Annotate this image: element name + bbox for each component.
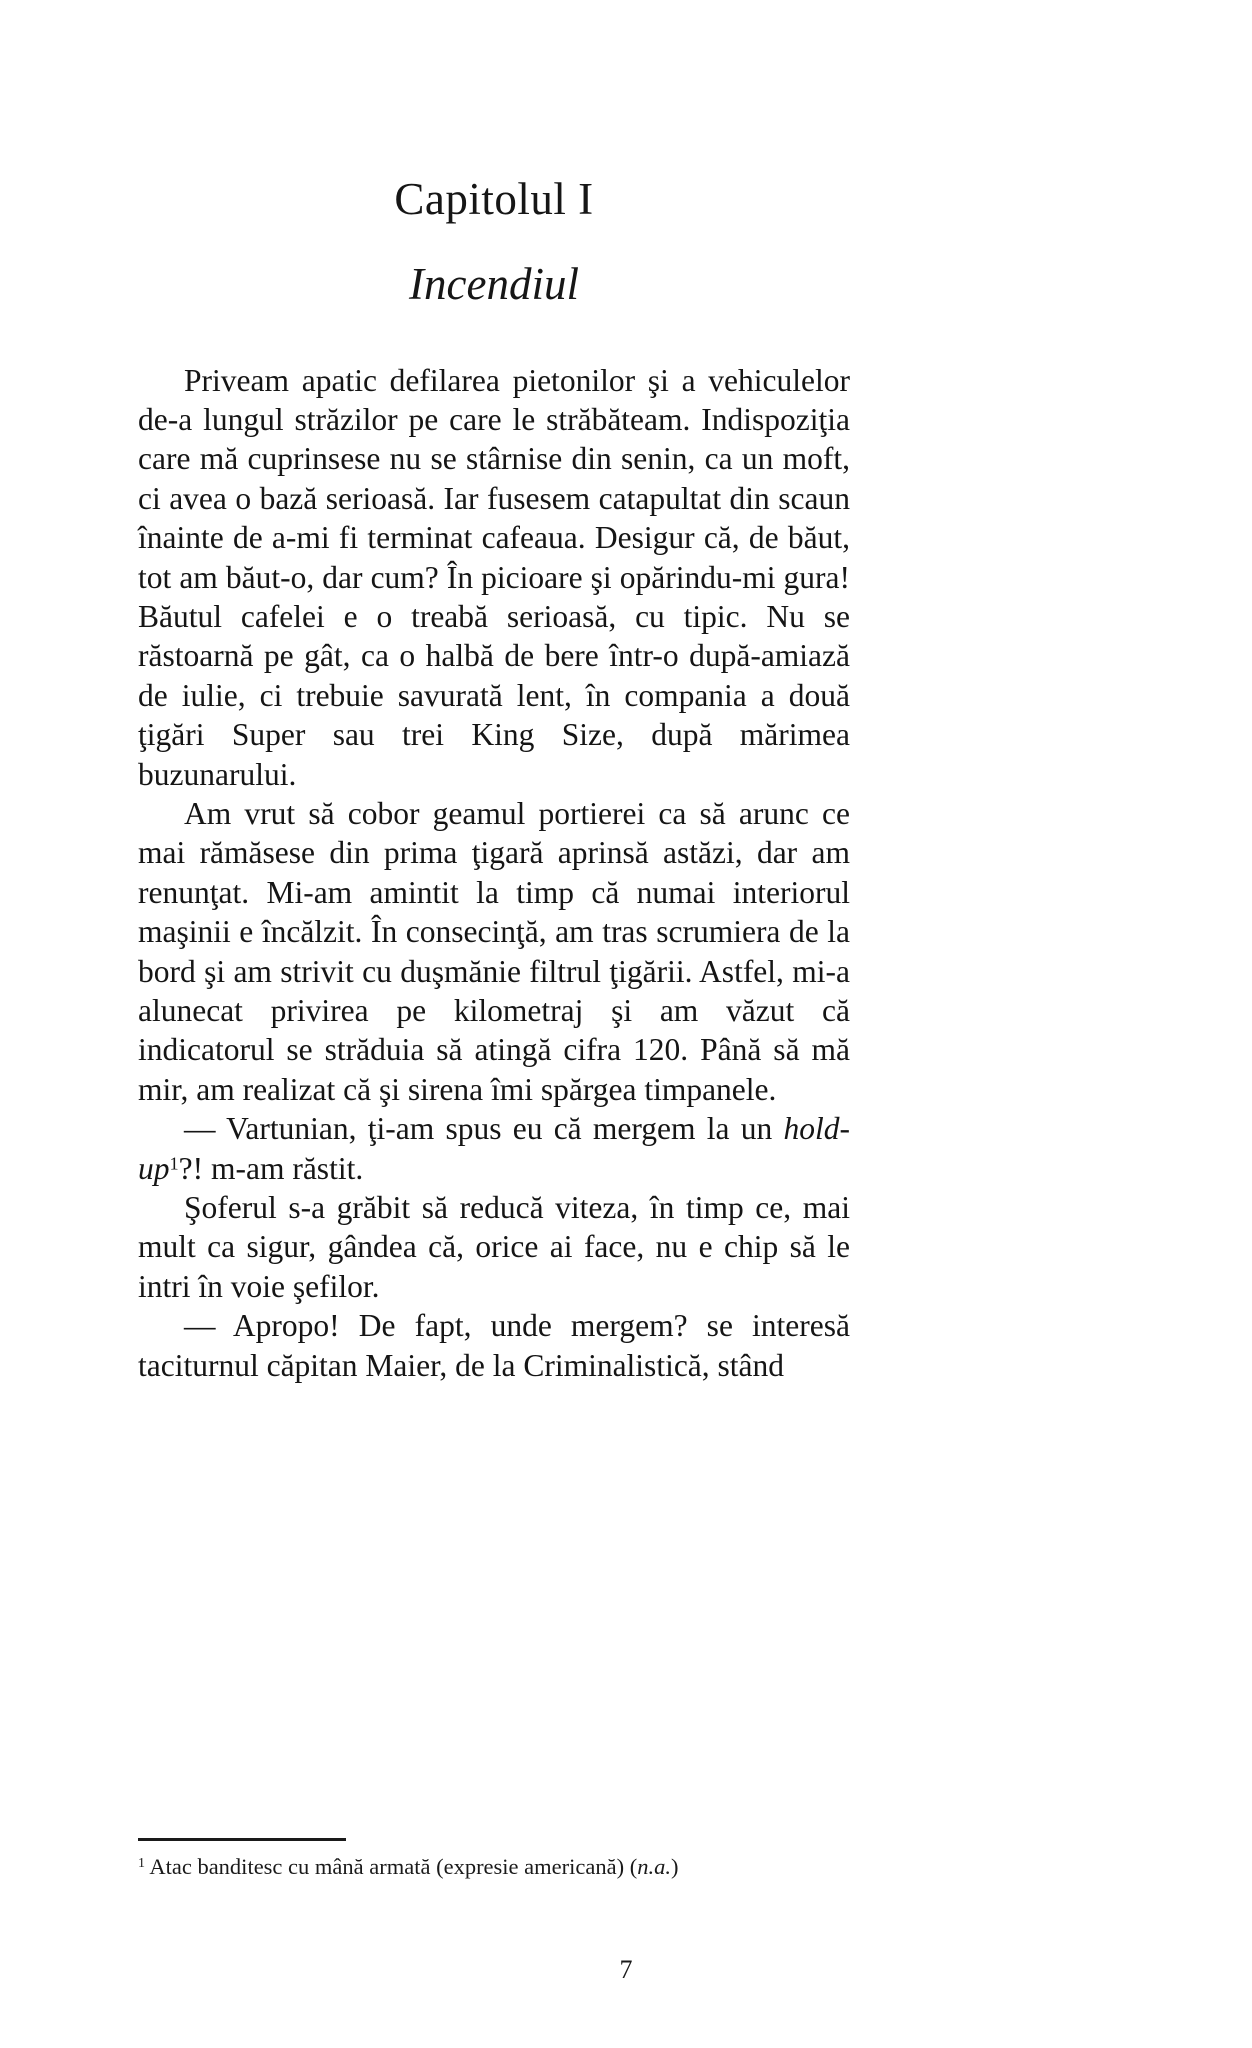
hold-up-italic-term: hold-up: [138, 1111, 850, 1186]
page-number: 7: [619, 1955, 633, 1984]
paragraph-3: [138, 1109, 850, 1188]
page-number-folio: [0, 1955, 1252, 1985]
paragraph-3-suffix: ?! m-am răstit.: [178, 1150, 364, 1186]
paragraph-4: Şoferul s-a grăbit să reducă viteza, în timp ce, mai mult ca sigur, gândea că, orice ai face, nu e chip să le intri în voie şefilor.: [138, 1190, 850, 1304]
footnote-text-before-italic: Atac banditesc cu mână armată (expresie americană) (: [144, 1854, 638, 1879]
footnote-area: [138, 1838, 850, 1881]
paragraph-3-prefix: — Vartunian, ţi-am spus eu că mergem la un: [184, 1111, 784, 1147]
footnote-reference-marker[interactable]: 1: [169, 1153, 179, 1174]
footnote-number: 1: [138, 1856, 145, 1872]
page-content: [138, 0, 850, 1385]
chapter-number: Capitolul I: [394, 174, 594, 224]
paragraph-2: Am vrut să cobor geamul portierei ca să arunc ce mai rămăsese din prima ţigară aprinsă astăzi, dar am renunţat. Mi-am amintit la timp că numai interiorul maşinii e încălzit. În consecinţă, am tras scrumiera de la bord şi am strivit cu duşmănie filtrul ţigării. Astfel, mi-a alunecat privirea pe kilometraj şi am văzut că indicatorul se străduia să atingă cifra 120. Până să mă mir, am realizat că şi sirena îmi spărgea timpanele.: [138, 795, 850, 1107]
paragraph-1: Priveam apatic defilarea pietonilor şi a vehiculelor de-a lungul străzilor pe care le străbăteam. Indispoziţia care mă cuprinsese nu se stârnise din senin, ca un moft, ci avea o bază serioasă. Iar fusesem catapultat din scaun înainte de a-mi fi terminat cafeaua. Desigur că, de băut, tot am băut-o, dar cum? În picioare şi opărindu-mi gura! Băutul cafelei e o treabă serioasă, cu tipic. Nu se răstoarnă pe gât, ca o halbă de bere într-o după-amiază de iulie, ci trebuie savurată lent, în compania a două ţigări Super sau trei King Size, după mărimea buzunarului.: [138, 362, 850, 792]
body-text: [138, 309, 850, 1386]
footnote-text-after-italic: ): [670, 1854, 679, 1879]
paragraph-5: — Apropo! De fapt, unde mergem? se interesă taciturnul căpitan Maier, de la Criminalistică, stând: [138, 1308, 850, 1383]
footnote-text: [138, 1853, 850, 1881]
footnote-separator-rule: [138, 1838, 346, 1841]
chapter-heading: [138, 0, 850, 309]
chapter-title: Incendiul: [409, 259, 579, 310]
footnote-italic-abbreviation: n.a.: [637, 1854, 671, 1879]
